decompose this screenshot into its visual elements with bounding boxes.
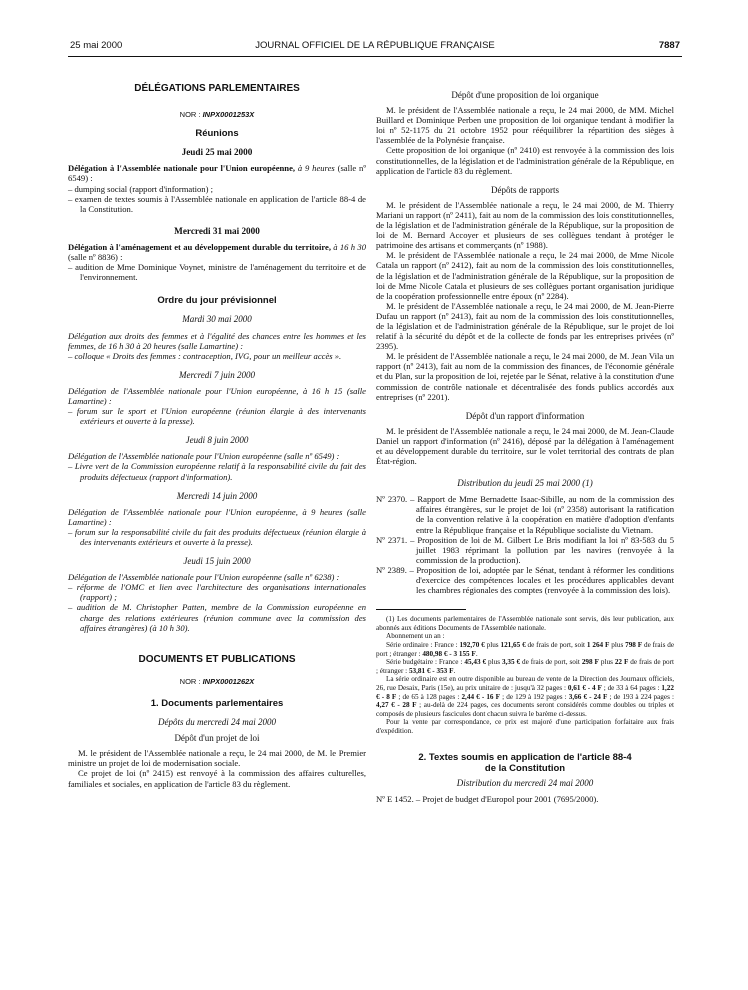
subheading-rapport-information: Dépôt d'un rapport d'information — [465, 410, 585, 421]
meeting-entry: Délégation de l'Assemblée nationale pour l'Union européenne, à 9 heures (salle Lamartine) : — [68, 506, 366, 527]
meeting-room: (salle nº 6549) : — [68, 163, 366, 184]
fn-price: 298 F — [581, 658, 599, 667]
section-title-documents: DOCUMENTS ET PUBLICATIONS — [138, 653, 296, 665]
footnote-paragraph — [376, 641, 674, 658]
fn-text: . — [453, 666, 456, 675]
left-column — [68, 84, 366, 789]
organ-name: Délégation à l'Assemblée nationale pour l'Union européenne, — [68, 163, 296, 174]
nor-code: INPX0001253X — [202, 110, 255, 120]
meeting-room: (salle nº 8836) : — [68, 252, 123, 263]
date-heading: Mercredi 14 juin 2000 — [176, 490, 258, 501]
fn-text: plus — [598, 658, 615, 667]
organ-name: Délégation à l'aménagement et au développement durable du territoire, — [68, 241, 331, 252]
date-heading: Mardi 30 mai 2000 — [182, 314, 252, 325]
footnote-rule — [376, 609, 466, 610]
meeting-entry: Délégation de l'Assemblée nationale pour l'Union européenne, à 16 h 15 (salle Lamartine) : — [68, 385, 366, 406]
paragraph: Ce projet de loi (nº 2415) est renvoyé à la commission des affaires culturelles, familiales et sociales, en application de l'article 83 du règlement. — [68, 768, 366, 789]
date-heading: Jeudi 25 mai 2000 — [181, 147, 253, 158]
distribution-heading: Distribution du jeudi 25 mai 2000 (1) — [457, 478, 593, 489]
fn-text: ; de 33 à 64 pages : — [601, 683, 662, 692]
nor-code: INPX0001262X — [202, 676, 255, 686]
footnote-paragraph: Abonnement un an : — [386, 632, 445, 641]
document-item: Nº 2389. – Proposition de loi, adoptée par le Sénat, tendant à réformer les conditions d'exercice des compétences locales et les procédures applicables devant les chambres régionales des comptes (renvoyée à la commission des lois). — [376, 564, 674, 596]
fn-price: 0,61 € - 4 F — [567, 683, 602, 692]
fn-text: de frais de port, soit — [525, 641, 587, 649]
paragraph: M. le président de l'Assemblée nationale a reçu, le 24 mai 2000, de MM. Michel Buillard et Dominique Perben une proposition de loi organique tendant à modifier la loi nº 52-1175 du 21 octobre 1952 pour rééquilibrer la répartition des sièges à l'assemblée de la Polynésie française. — [376, 105, 674, 146]
agenda-item: – dumping social (rapport d'information) ; — [68, 183, 213, 194]
paragraph: M. le président de l'Assemblée nationale a reçu, le 24 mai 2000, de Mme Nicole Catala un rapport (nº 2412), fait au nom de la commission des lois constitutionnelles, de la législation et de l'administration générale de la République, sur la proposition de loi de Mme Nicole Catala et plusieurs de ses collègues portant organisation juridique de la coopération professionnelle entre époux (nº 2284). — [376, 250, 674, 301]
header-page-number: 7887 — [658, 40, 680, 51]
fn-text: de frais de port ; étranger : — [376, 641, 675, 658]
fn-price: 1 264 F — [586, 641, 610, 649]
meeting-entry: Délégation aux droits des femmes et à l'égalité des chances entre les hommes et les femmes, de 16 h 30 à 20 heures (salle Lamartine) : — [68, 330, 366, 351]
heading-line: 2. Textes soumis en application de l'article 88-4 — [418, 751, 632, 763]
footnote — [376, 615, 674, 735]
document-item: Nº 2371. – Proposition de loi de M. Gilbert Le Bris modifiant la loi nº 83-583 du 5 juillet 1983 réprimant la pollution par les navires (renvoyée à la commission de la production). — [376, 534, 674, 565]
date-heading: Mercredi 31 mai 2000 — [174, 225, 260, 236]
document-item: Nº E 1452. – Projet de budget d'Europol pour 2001 (7695/2000). — [376, 793, 599, 804]
fn-price: 4,27 € - 28 F — [376, 701, 417, 710]
heading-textes-soumis — [376, 752, 674, 774]
date-heading: Mercredi 7 juin 2000 — [178, 369, 256, 380]
right-column — [376, 90, 674, 804]
fn-price: 53,81 € - 353 F — [408, 666, 454, 675]
paragraph: M. le président de l'Assemblée nationale a reçu, le 24 mai 2000, de M. Jean-Pierre Dufau un rapport (nº 2413), fait au nom de la commission des lois constitutionnelles, de la législation et de l'administration générale de la République, sur le projet de loi relatif à la sécurité du dépôt et de la collecte de fonds par les entreprises privées (nº 2395). — [376, 300, 674, 352]
nor-reference — [68, 677, 366, 687]
date-heading: Dépôts du mercredi 24 mai 2000 — [157, 717, 277, 728]
agenda-item: – examen de textes soumis à l'Assemblée nationale en application de l'article 88-4 de la Constitution. — [68, 193, 366, 214]
fn-price: 22 F — [614, 658, 629, 667]
section-title-delegations: DÉLÉGATIONS PARLEMENTAIRES — [134, 83, 300, 94]
fn-text: ; de 193 à 224 pages : — [607, 692, 674, 701]
fn-price: 192,70 € — [459, 641, 485, 649]
fn-text: ; de 65 à 128 pages : — [396, 692, 462, 701]
agenda-item: – Livre vert de la Commission européenne relatif à la responsabilité civile du fait des produits défectueux (rapport d'information). — [68, 461, 366, 482]
paragraph: Cette proposition de loi organique (nº 2410) est renvoyée à la commission des lois constitutionnelles, de la législation et de l'administration générale de la République, en application de l'article 83 du règlement. — [376, 145, 674, 176]
fn-price: 480,98 € - 3 155 F — [422, 649, 476, 658]
footnote-paragraph — [376, 658, 674, 675]
date-heading: Jeudi 8 juin 2000 — [185, 435, 249, 446]
subheading-proposition-organique: Dépôt d'une proposition de loi organique — [451, 90, 599, 100]
fn-text: de frais de port ; étranger : — [376, 658, 675, 675]
agenda-item: – forum sur la responsabilité civile du fait des produits défectueux (réunion élargie à des intervenants extérieurs et ouverte à la presse). — [68, 526, 366, 547]
document-item: Nº 2370. – Rapport de Mme Bernadette Isaac-Sibille, au nom de la commission des affaires étrangères, sur le projet de loi (nº 2358) autorisant la ratification de la convention relative à la coopération en matière d'adoption d'enfants entre la République française et la République socialiste du Vietnam. — [376, 494, 674, 535]
fn-price: 45,43 € — [464, 658, 487, 667]
fn-price: 1,22 € - 8 F — [376, 683, 674, 701]
heading-reunions: Réunions — [195, 128, 239, 140]
fn-text: Série budgétaire : France : — [386, 658, 465, 667]
running-header — [70, 40, 680, 54]
paragraph: M. le président de l'Assemblée nationale a reçu, le 24 mai 2000, de M. Jean Vila un rapport (nº 2413), fait au nom de la commission des finances, de l'économie générale et du Plan, sur la proposition de loi, rejetée par le Sénat, relative à la constitution d'une commission de contrôle nationale et décentralisée des fonds publics accordés aux entreprises (nº 2201). — [376, 351, 674, 402]
fn-price: 3,35 € — [501, 658, 521, 667]
fn-price: 3,66 € - 24 F — [568, 692, 608, 701]
meeting-entry: Délégation de l'Assemblée nationale pour l'Union européenne (salle nº 6549) : — [68, 451, 340, 462]
agenda-item: – réforme de l'OMC et lien avec l'architecture des organisations internationales (rapport) ; — [68, 582, 366, 603]
fn-price: 2,44 € - 16 F — [461, 692, 501, 701]
fn-text: La série ordinaire est en outre disponible au bureau de vente de la Direction des Journaux officiels, 26, rue Desaix, Paris (15e), au prix unitaire de : jusqu'à 32 pages : — [376, 675, 674, 692]
subheading-projet-de-loi: Dépôt d'un projet de loi — [174, 733, 260, 744]
fn-text: ; au-delà de 224 pages, ces documents seront considérés comme doubles ou triples et composés de plusieurs fascicules dont chacun suivra le barème ci-dessus. — [376, 701, 674, 718]
meeting-time: à 16 h 30 — [330, 241, 366, 252]
meeting-entry: Délégation de l'Assemblée nationale pour l'Union européenne (salle nº 6238) : — [68, 572, 340, 583]
fn-text: ; de 129 à 192 pages : — [500, 692, 569, 701]
heading-ordre-du-jour: Ordre du jour prévisionnel — [157, 295, 277, 307]
heading-line: de la Constitution — [484, 762, 566, 774]
agenda-item: – audition de Mme Dominique Voynet, ministre de l'aménagement du territoire et de l'environnement. — [68, 262, 366, 283]
fn-text: Série ordinaire : France : — [386, 641, 460, 649]
heading-documents-parlementaires: 1. Documents parlementaires — [150, 697, 284, 709]
agenda-item: – audition de M. Christopher Patten, membre de la Commission européenne en charge des relations extérieures (réunion commune avec la commission des affaires étrangères) (à 10 h 30). — [68, 602, 366, 633]
footnote-paragraph: (1) Les documents parlementaires de l'Assemblée nationale sont servis, dès leur publication, aux abonnés aux éditions Documents de l'Assemblée nationale. — [376, 615, 674, 632]
header-title: JOURNAL OFFICIEL DE LA RÉPUBLIQUE FRANÇAISE — [255, 40, 495, 51]
meeting-time: à 9 heures — [295, 163, 338, 174]
agenda-item: – forum sur le sport et l'Union européenne (réunion élargie à des intervenants extérieurs et ouverte à la presse). — [68, 406, 366, 427]
nor-label: NOR : — [179, 110, 203, 120]
fn-text: plus — [486, 658, 502, 667]
nor-reference — [68, 110, 366, 120]
meeting-entry — [68, 242, 366, 262]
fn-text: . — [475, 649, 478, 658]
date-heading: Jeudi 15 juin 2000 — [183, 556, 251, 567]
fn-price: 121,65 € — [500, 641, 526, 649]
fn-text: plus — [609, 641, 626, 649]
fn-text: plus — [484, 641, 501, 649]
agenda-item: – colloque « Droits des femmes : contraception, IVG, pour un meilleur accès ». — [68, 350, 342, 361]
fn-price: 798 F — [625, 641, 643, 649]
header-rule — [68, 56, 682, 57]
paragraph: M. le président de l'Assemblée nationale a reçu, le 24 mai 2000, de M. le Premier ministre un projet de loi de modernisation sociale. — [68, 748, 366, 769]
footnote-paragraph — [376, 675, 674, 718]
paragraph: M. le président de l'Assemblée nationale a reçu, le 24 mai 2000, de M. Thierry Mariani un rapport (nº 2411), fait au nom de la commission des lois constitutionnelles, de la législation et de l'administration générale de la République, sur la proposition de loi de M. Bernard Accoyer et plusieurs de ses collègues tendant à protéger le patrimoine des artisans et commerçants (nº 1988). — [376, 199, 674, 251]
meeting-entry — [68, 163, 366, 183]
nor-label: NOR : — [179, 676, 203, 686]
fn-text: de frais de port, soit — [520, 658, 582, 667]
paragraph: M. le président de l'Assemblée nationale a reçu, le 24 mai 2000, de M. Jean-Claude Daniel un rapport d'information (nº 2416), déposé par la délégation à l'aménagement et au développement durable du territoire, sur le volet territorial des contrats de plan État-région. — [376, 425, 674, 467]
footnote-paragraph: Pour la vente par correspondance, ce prix est majoré d'une participation forfaitaire aux frais d'expédition. — [376, 718, 674, 735]
subheading-rapports: Dépôts de rapports — [491, 184, 559, 195]
distribution-heading: Distribution du mercredi 24 mai 2000 — [456, 777, 594, 788]
header-date: 25 mai 2000 — [70, 40, 123, 51]
